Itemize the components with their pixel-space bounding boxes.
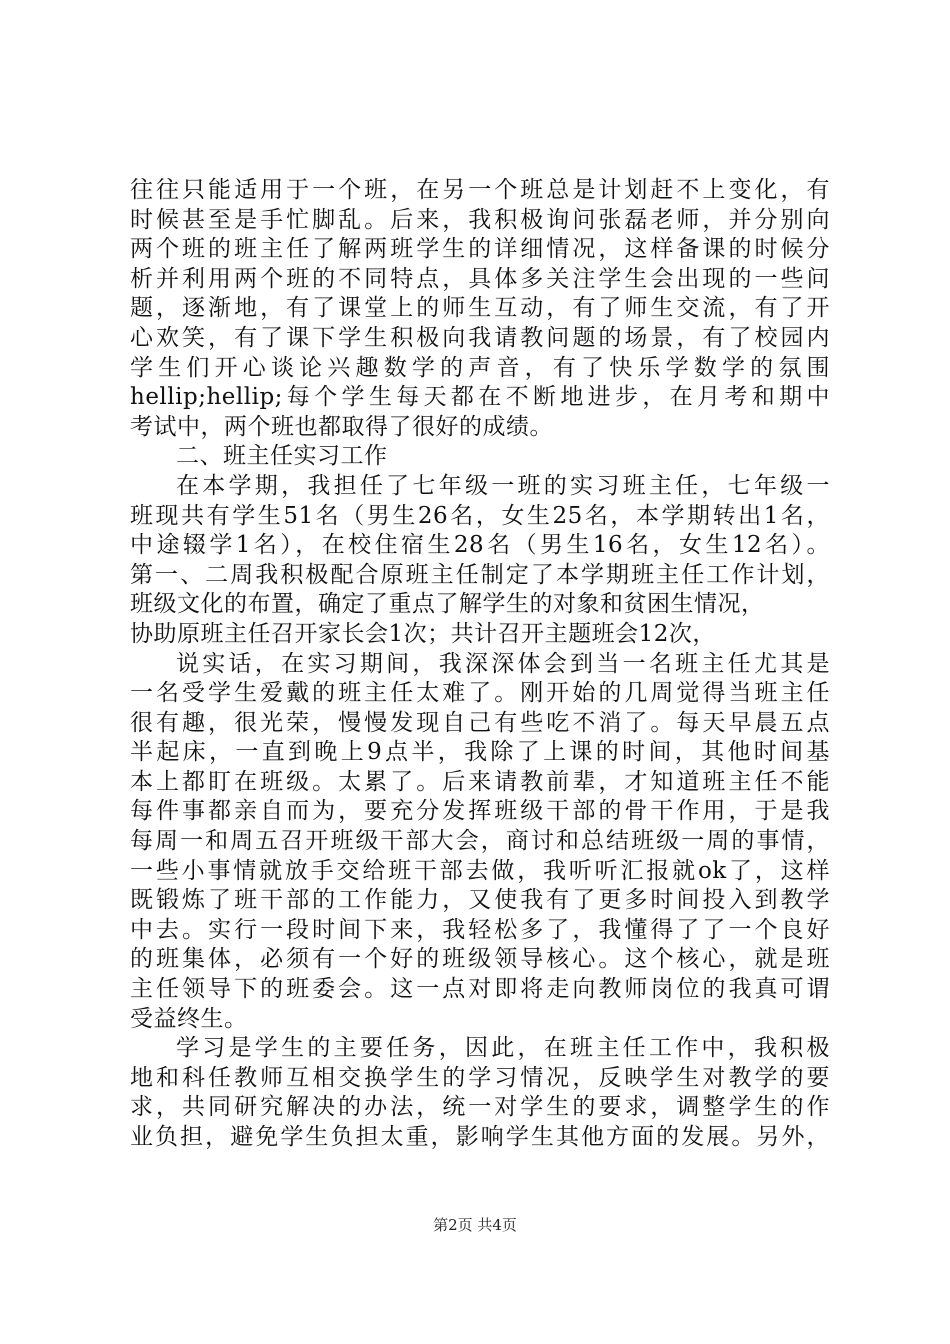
text-line: 受益终生。: [130, 1005, 248, 1032]
text-line: 一些小事情就放手交给班干部去做，我听听汇报就ok了，这样: [130, 857, 830, 884]
text-line: 求，共同研究解决的办法，统一对学生的要求，调整学生的作: [130, 1094, 830, 1121]
text-line: 业负担，避免学生负担太重，影响学生其他方面的发展。另外，: [130, 1124, 830, 1150]
text-line: 主任领导下的班委会。这一点对即将走向教师岗位的我真可谓: [130, 976, 830, 1003]
text-line: 心欢笑，有了课下学生积极向我请教问题的场景，有了校园内: [130, 324, 830, 351]
text-line: 两个班的班主任了解两班学生的详细情况，这样备课的时候分: [130, 236, 830, 263]
text-line: 考试中，两个班也都取得了很好的成绩。: [130, 413, 553, 440]
text-line: 很有趣，很光荣，慢慢发现自己有些吃不消了。每天早晨五点: [130, 709, 830, 736]
page-footer: 第2页 共4页: [433, 1216, 517, 1234]
text-line: 协助原班主任召开家长会1次；共计召开主题班会12次，: [130, 620, 716, 647]
text-line: hellip;hellip;每个学生每天都在不断地进步，在月考和期中: [130, 384, 830, 411]
text-line: 学生们开心谈论兴趣数学的声音，有了快乐学数学的氛围: [130, 354, 830, 381]
text-line: 学习是学生的主要任务，因此，在班主任工作中，我积极: [176, 1035, 830, 1062]
text-line: 中去。实行一段时间下来，我轻松多了，我懂得了了一个良好: [130, 916, 830, 943]
text-line: 每件事都亲自而为，要充分发挥班级干部的骨干作用，于是我: [130, 798, 830, 825]
text-line: 二、班主任实习工作: [176, 443, 388, 470]
text-line: 地和科任教师互相交换学生的学习情况，反映学生对教学的要: [130, 1064, 830, 1091]
text-line: 中途辍学1名），在校住宿生28名（男生16名，女生12名）。: [130, 532, 830, 559]
text-line: 往往只能适用于一个班，在另一个班总是计划赶不上变化，有: [130, 177, 830, 203]
text-line: 班级文化的布置，确定了重点了解学生的对象和贫困生情况，: [130, 591, 765, 618]
text-line: 析并利用两个班的不同特点，具体多关注学生会出现的一些问: [130, 265, 830, 292]
text-line: 班现共有学生51名（男生26名，女生25名，本学期转出1名，: [130, 502, 830, 529]
text-line: 既锻炼了班干部的工作能力，又使我有了更多时间投入到教学: [130, 887, 830, 914]
document-body: [130, 176, 830, 1153]
text-line: 每周一和周五召开班级干部大会，商讨和总结班级一周的事情，: [130, 828, 830, 855]
text-line: 在本学期，我担任了七年级一班的实习班主任，七年级一: [176, 472, 830, 499]
text-line: 本上都盯在班级。太累了。后来请教前辈，才知道班主任不能: [130, 768, 830, 795]
text-line: 一名受学生爱戴的班主任太难了。刚开始的几周觉得当班主任: [130, 680, 830, 707]
text-line: 第一、二周我积极配合原班主任制定了本学期班主任工作计划，: [130, 561, 830, 588]
text-line: 的班集体，必须有一个好的班级领导核心。这个核心，就是班: [130, 946, 830, 973]
text-line: 题，逐渐地，有了课堂上的师生互动，有了师生交流，有了开: [130, 295, 830, 322]
text-line: 说实话，在实习期间，我深深体会到当一名班主任尤其是: [176, 650, 830, 677]
text-line: 时候甚至是手忙脚乱。后来，我积极询问张磊老师，并分别向: [130, 206, 830, 233]
text-line: 半起床，一直到晚上9点半，我除了上课的时间，其他时间基: [130, 739, 830, 766]
